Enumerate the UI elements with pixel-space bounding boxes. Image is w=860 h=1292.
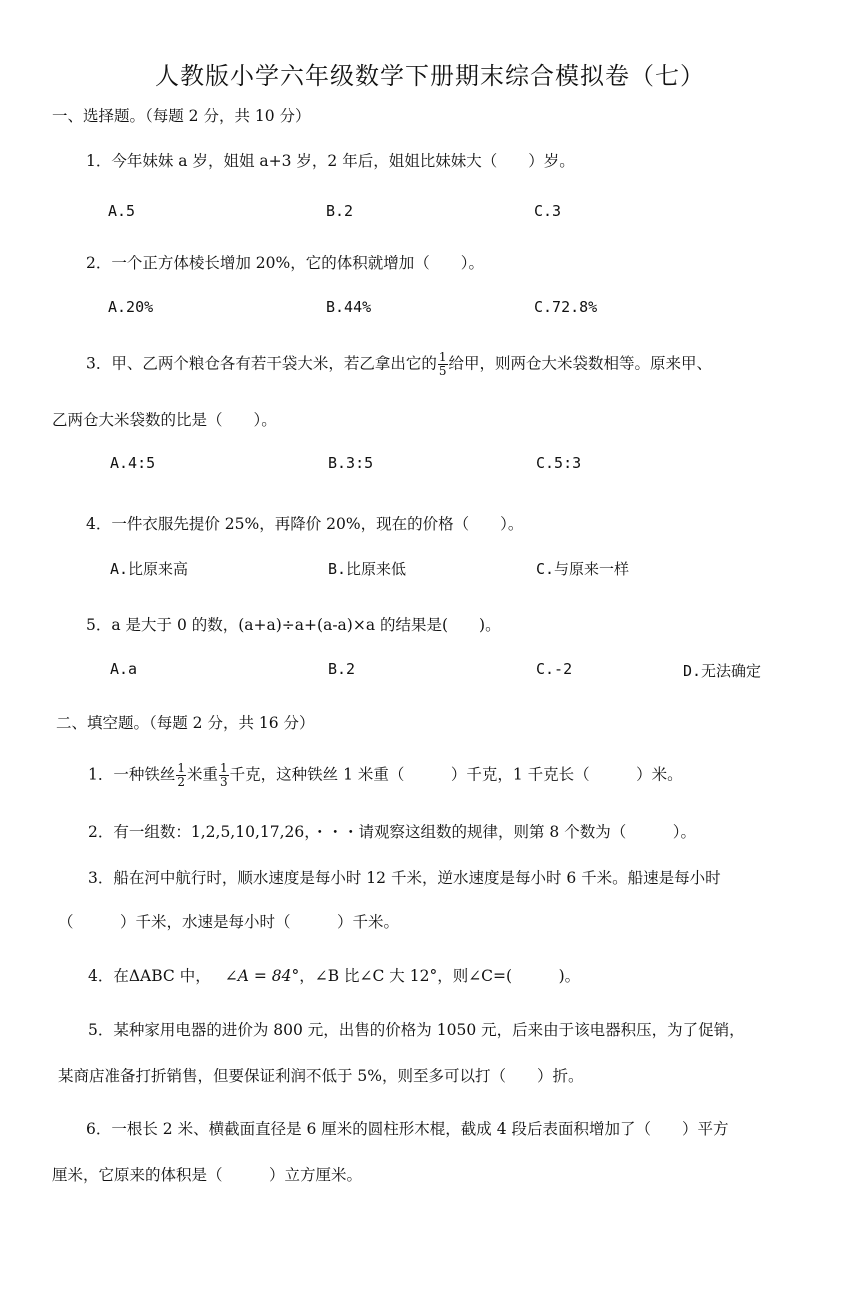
question-text: [88, 762, 683, 789]
fraction-denominator: 5: [438, 364, 447, 378]
question-text-part: 3．甲、乙两个粮仓各有若干袋大米，若乙拿出它的: [86, 354, 437, 373]
question-text-continuation: （ ）千米，水速是每小时（ ）千米。: [58, 913, 400, 931]
option-b: B.比原来低: [328, 560, 407, 578]
option-c: C.-2: [536, 660, 573, 678]
question-text: 5．a 是大于 0 的数，(a+a)÷a+(a-a)×a 的结果是( )。: [86, 616, 501, 634]
page-title: 人教版小学六年级数学下册期末综合模拟卷（七）: [155, 62, 705, 90]
question-text: 3．船在河中航行时，顺水速度是每小时 12 千米，逆水速度是每小时 6 千米。船速是每小时: [88, 869, 721, 887]
fraction-numerator: 1: [177, 761, 186, 775]
fraction: [176, 762, 186, 789]
question-text: 2．有一组数：1,2,5,10,17,26，・・・请观察这组数的规律，则第 8 个数为（ ）。: [88, 823, 696, 841]
question-text: [88, 964, 580, 986]
option-a: A.20%: [108, 298, 154, 316]
question-text-part: 米重: [187, 765, 219, 784]
angle-expression: ∠A = 84°: [224, 967, 300, 985]
question-text-continuation: 厘米，它原来的体积是（ ）立方厘米。: [52, 1166, 363, 1184]
question-text: 2．一个正方体棱长增加 20%，它的体积就增加（ ）。: [86, 254, 484, 272]
fraction-numerator: 1: [438, 350, 447, 364]
option-d: D.无法确定: [683, 662, 762, 680]
option-c: C.72.8%: [534, 298, 598, 316]
option-c: C.3: [534, 202, 562, 220]
fraction: [438, 351, 448, 378]
question-text: [86, 351, 712, 378]
option-c: C.与原来一样: [536, 560, 630, 578]
option-a: A.4:5: [110, 454, 156, 472]
fraction-denominator: 3: [220, 775, 228, 789]
question-text: 1．今年妹妹 a 岁，姐姐 a+3 岁，2 年后，姐姐比妹妹大（ ）岁。: [86, 152, 575, 170]
option-b: B.2: [328, 660, 356, 678]
question-text-part: 4．在ΔABC 中，: [88, 967, 211, 985]
option-c: C.5:3: [536, 454, 582, 472]
question-text-continuation: 某商店准备打折销售，但要保证利润不低于 5%，则至多可以打（ ）折。: [58, 1067, 584, 1085]
question-text-part: 给甲，则两仓大米袋数相等。原来甲、: [448, 354, 713, 373]
question-text: 4．一件衣服先提价 25%，再降价 20%，现在的价格（ ）。: [86, 515, 524, 533]
question-text: 6．一根长 2 米、横截面直径是 6 厘米的圆柱形木棍，截成 4 段后表面积增加了（ ）平方: [86, 1120, 729, 1138]
question-text-part: ，∠B 比∠C 大 12°，则∠C=( )。: [299, 967, 581, 985]
section-heading-fill: 二、填空题。（每题 2 分，共 16 分）: [56, 714, 315, 732]
option-b: B.2: [326, 202, 354, 220]
question-text-part: 千克，这种铁丝 1 米重（ ）千克，1 千克长（ ）米。: [229, 765, 683, 784]
option-a: A.比原来高: [110, 560, 189, 578]
section-heading-choice: 一、选择题。（每题 2 分，共 10 分）: [52, 107, 311, 125]
question-text: 5．某种家用电器的进价为 800 元，出售的价格为 1050 元，后来由于该电器积压，为了促销，: [88, 1021, 745, 1039]
fraction-numerator: 1: [220, 761, 228, 775]
fraction: [219, 762, 229, 789]
question-text-part: 1．一种铁丝: [88, 765, 176, 784]
option-b: B.3:5: [328, 454, 374, 472]
option-a: A.a: [110, 660, 138, 678]
question-text-continuation: 乙两仓大米袋数的比是（ ）。: [52, 411, 277, 429]
option-a: A.5: [108, 202, 136, 220]
option-b: B.44%: [326, 298, 372, 316]
fraction-denominator: 2: [177, 775, 186, 789]
